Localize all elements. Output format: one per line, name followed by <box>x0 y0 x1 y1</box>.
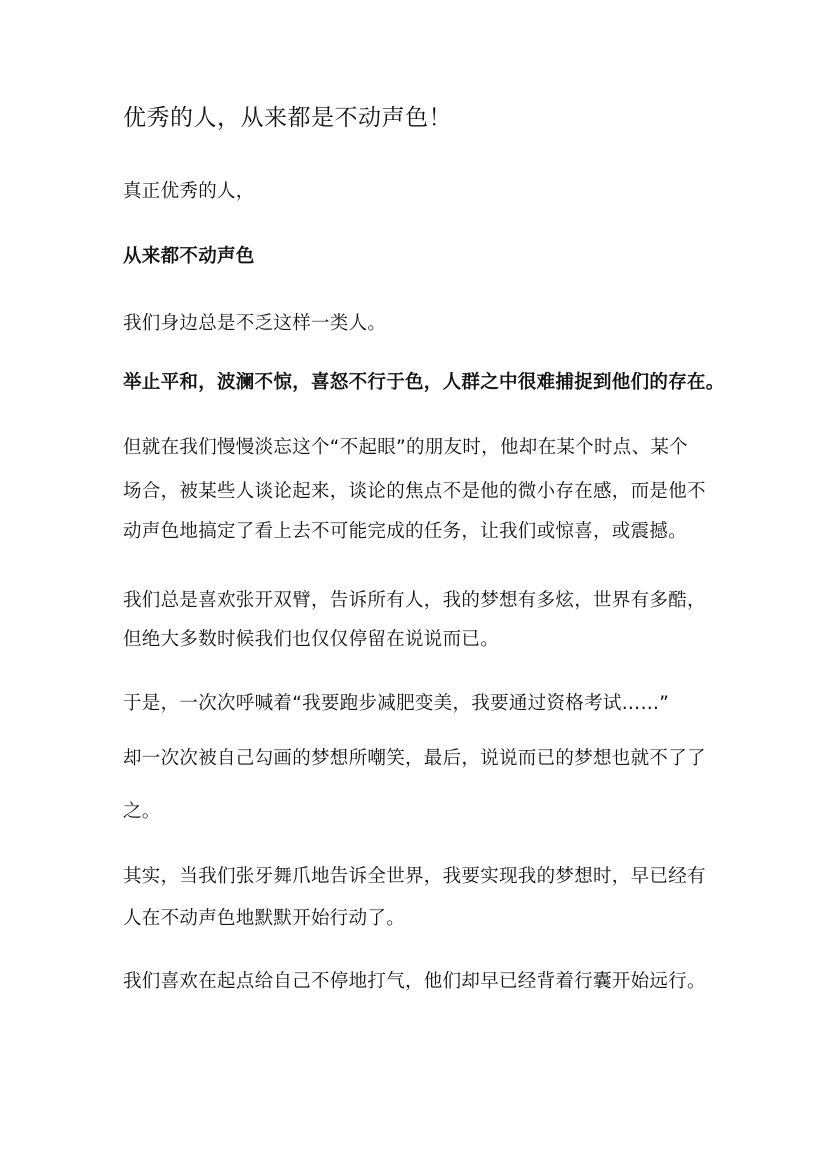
paragraph-line: 但就在我们慢慢淡忘这个“不起眼”的朋友时，他却在某个时点、某个 <box>123 437 688 458</box>
paragraph-line: 之。 <box>123 801 161 822</box>
highlight-line: 举止平和，波澜不惊，喜怒不行于色，人群之中很难捕捉到他们的存在。 <box>123 372 725 393</box>
paragraph-line: 于是，一次次呼喊着“我要跑步减肥变美，我要通过资格考试……” <box>123 693 670 714</box>
paragraph-line: 场合，被某些人谈论起来，谈论的焦点不是他的微小存在感，而是他不 <box>123 481 706 502</box>
paragraph-line: 我们身边总是不乏这样一类人。 <box>123 313 387 334</box>
paragraph-line: 真正优秀的人， <box>123 181 255 202</box>
paragraph-line: 其实，当我们张牙舞爪地告诉全世界，我要实现我的梦想时，早已经有 <box>123 866 706 887</box>
paragraph-line: 我们喜欢在起点给自己不停地打气，他们却早已经背着行囊开始远行。 <box>123 971 706 992</box>
paragraph-line: 人在不动声色地默默开始行动了。 <box>123 908 406 929</box>
paragraph-line: 我们总是喜欢张开双臂，告诉所有人，我的梦想有多炫，世界有多酷， <box>123 590 706 611</box>
paragraph-line: 但绝大多数时候我们也仅仅停留在说说而已。 <box>123 629 500 650</box>
paragraph-line: 却一次次被自己勾画的梦想所嘲笑，最后，说说而已的梦想也就不了了 <box>123 748 706 769</box>
subheading: 从来都不动声色 <box>123 246 255 267</box>
paragraph-line: 动声色地搞定了看上去不可能完成的任务，让我们或惊喜，或震撼。 <box>123 521 688 542</box>
page-title: 优秀的人，从来都是不动声色！ <box>123 105 452 131</box>
